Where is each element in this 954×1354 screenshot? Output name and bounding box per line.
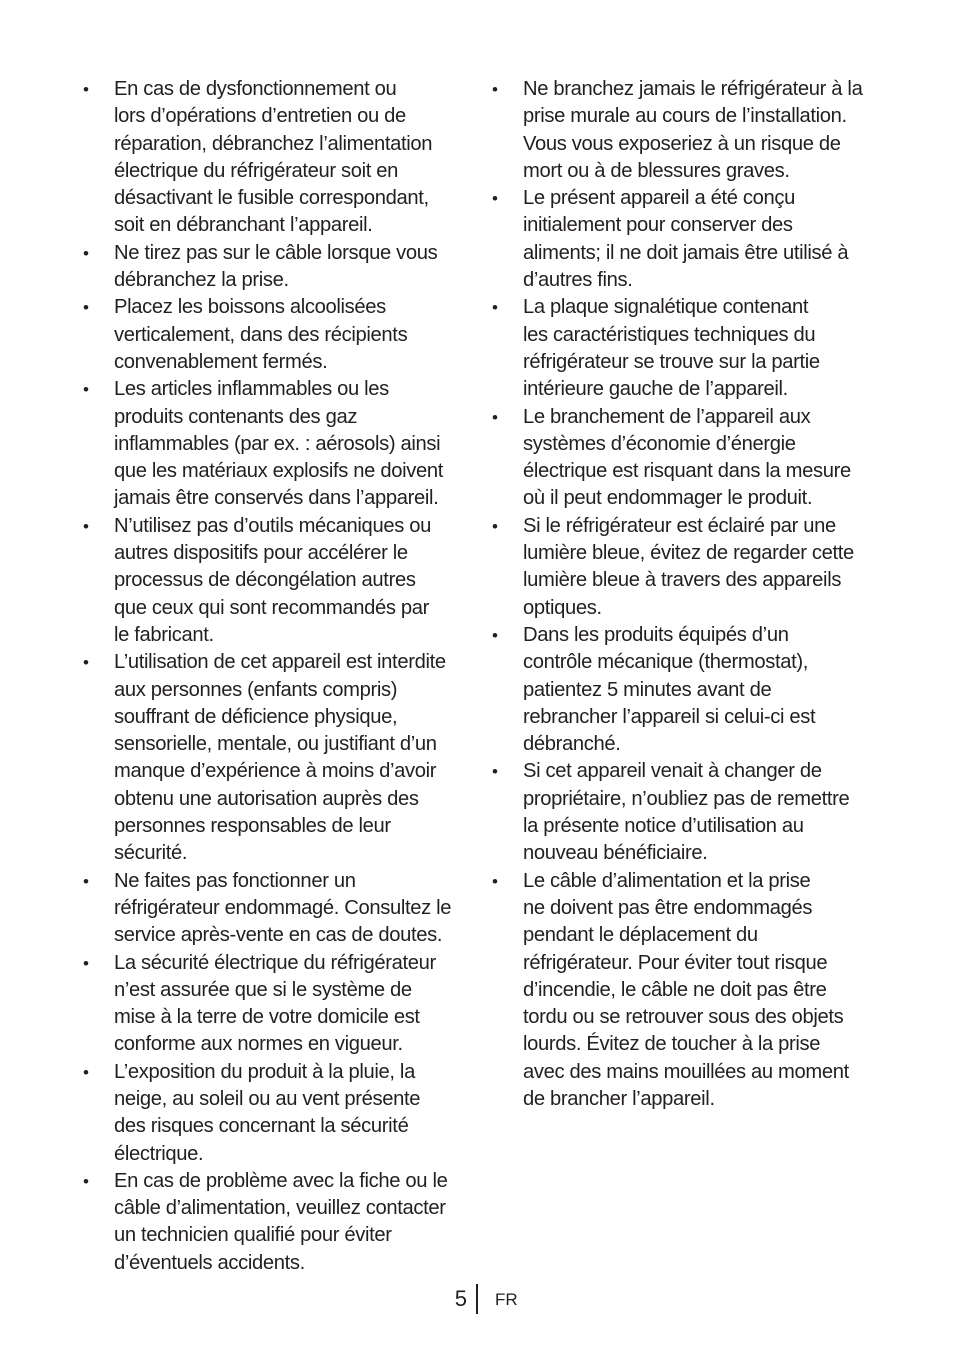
bullet-icon: • [83,1171,89,1191]
bullet-icon: • [83,298,89,318]
list-item [487,513,887,622]
list-item [487,185,887,294]
list-item [78,1168,478,1277]
list-item [78,649,478,867]
left-column [78,76,478,1277]
bullet-icon: • [492,189,498,209]
list-item [487,622,887,758]
bullet-icon: • [492,625,498,645]
list-item [78,376,478,512]
list-item-text: Le présent appareil a été conçu initialement pour conserver des aliments; il ne doit jamais être utilisé à d’autres fins. [523,187,849,292]
list-item [487,404,887,513]
bullet-icon: • [83,653,89,673]
list-item-text: L’exposition du produit à la pluie, la neige, au soleil ou au vent présente des risques concernant la sécurité électrique. [114,1060,421,1165]
bullet-icon: • [83,380,89,400]
list-item-text: La sécurité électrique du réfrigérateur n’est assurée que si le système de mise à la terre de votre domicile est conforme aux normes en vigueur. [114,951,436,1056]
list-item [487,758,887,867]
list-item-text: N’utilisez pas d’outils mécaniques ou autres dispositifs pour accélérer le processus de décongélation autres que ceux qui sont recommandés par le fabricant. [114,514,431,646]
list-item-text: Dans les produits équipés d’un contrôle mécanique (thermostat), patientez 5 minutes avant de rebrancher l’appareil si celui-ci est débranché. [523,623,816,756]
bullet-icon: • [83,871,89,891]
list-item [78,868,478,950]
list-item-text: En cas de dysfonctionnement ou lors d’opérations d’entretien ou de réparation, débranchez l’alimentation électrique du réfrigérateur soit en désactivant le fusible correspondant, soit en débranchant l’appareil. [114,78,433,237]
bullet-icon: • [492,80,498,99]
list-item-text: Ne branchez jamais le réfrigérateur à la prise murale au cours de l’installation. Vous vous exposeriez à un risque de mort ou à de blessures graves. [523,78,863,182]
list-item-text: En cas de problème avec la fiche ou le câble d’alimentation, veuillez contacter un technicien qualifié pour éviter d’éventuels accidents. [114,1169,448,1274]
list-item [78,513,478,649]
list-item-text: L’utilisation de cet appareil est interdite aux personnes (enfants compris) souffrant de déficience physique, sensorielle, mentale, ou justifiant d’un manque d’expérience à moins d’avoir obtenu une autorisation auprès des personnes responsables de leur sécurité. [114,651,446,865]
list-item-text: Ne tirez pas sur le câble lorsque vous débranchez la prise. [114,241,438,292]
list-item [78,950,478,1059]
list-item [487,868,887,1114]
right-column [487,76,887,1113]
list-item-text: Placez les boissons alcoolisées verticalement, dans des récipients convenablement fermés. [114,296,408,373]
bullet-icon: • [492,407,498,427]
bullet-icon: • [83,516,89,536]
footer-divider [476,1284,478,1314]
bullet-icon: • [83,80,89,99]
bullet-icon: • [83,243,89,263]
language-code: FR [495,1290,518,1309]
list-item [487,294,887,403]
list-item-text: Le câble d’alimentation et la prise ne doivent pas être endommagés pendant le déplacement du réfrigérateur. Pour éviter tout risque d’incendie, le câble ne doit pas être tordu ou se retrouver sous des objets lourds. Évitez de toucher à la prise avec des mains mouillées au moment de brancher l’appareil. [523,869,849,1110]
bullet-icon: • [83,953,89,973]
list-item-text: La plaque signalétique contenant les caractéristiques techniques du réfrigérateur se trouve sur la partie intérieure gauche de l’appareil. [523,296,820,401]
list-item-text: Le branchement de l’appareil aux systèmes d’économie d’énergie électrique est risquant dans la mesure où il peut endommager le produit. [523,405,851,510]
bullet-icon: • [492,298,498,318]
list-item [78,1059,478,1168]
page-number: 5 [454,1286,467,1311]
bullet-icon: • [83,1062,89,1082]
list-item-text: Si cet appareil venait à changer de propriétaire, n’oubliez pas de remettre la présente notice d’utilisation au nouveau bénéficiaire. [523,760,850,865]
list-item-text: Si le réfrigérateur est éclairé par une lumière bleue, évitez de regarder cette lumière bleue à travers des appareils optiques. [523,514,854,619]
bullet-icon: • [492,516,498,536]
bullet-icon: • [492,762,498,782]
list-item-text: Ne faites pas fonctionner un réfrigérateur endommagé. Consultez le service après-vente en cas de doutes. [114,869,452,947]
page-footer [0,1284,954,1314]
list-item [78,240,478,295]
list-item [487,76,887,185]
list-item-text: Les articles inflammables ou les produits contenants des gaz inflammables (par ex. : aérosols) ainsi que les matériaux explosifs ne doivent jamais être conservés dans l’appareil. [114,378,443,510]
list-item [78,294,478,376]
list-item [78,76,478,240]
bullet-icon: • [492,871,498,891]
